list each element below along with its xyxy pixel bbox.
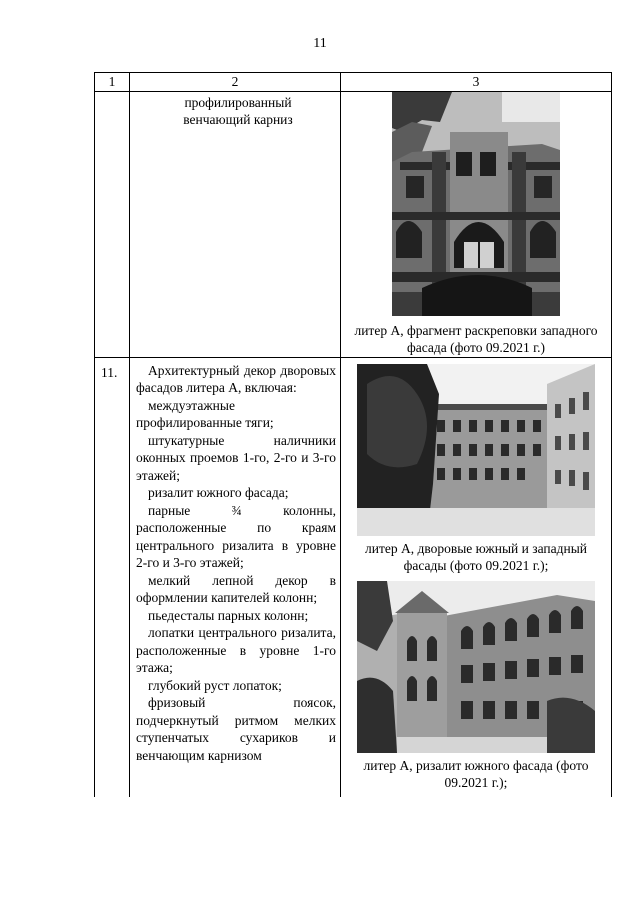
description-item: глубокий руст лопаток;: [148, 677, 282, 693]
description-item: фризовый поясок, подчеркнутый ритмом мелких ступенчатых сухариков и венчающим карнизом: [136, 695, 336, 763]
description-item: пьедесталы парных колонн;: [148, 607, 309, 623]
description-item: ризалит южного фасада;: [148, 485, 289, 500]
description-item: междуэтажные профилированные тяги;: [136, 397, 274, 430]
building-facade-photo: [392, 92, 560, 316]
row-11-photos-cell: [341, 357, 612, 797]
row-number-empty: [95, 91, 130, 357]
column-header-3: 3: [341, 73, 612, 92]
row-11-description: [130, 357, 341, 797]
heritage-table: [94, 72, 612, 797]
column-header-1: 1: [95, 73, 130, 92]
continuation-photo-caption: литер А, фрагмент раскреповки западного фасада (фото 09.2021 г.): [354, 322, 598, 355]
description-item: мелкий лепной декор в оформлении капителей колонн;: [136, 572, 336, 605]
table-header-row: [95, 73, 612, 92]
courtyard-facades-photo: [357, 364, 595, 536]
description-item: штукатурные наличники оконных проемов 1-го, 2-го и 3-го этажей;: [136, 432, 336, 483]
row-number: 11.: [101, 364, 118, 380]
description-item: лопатки центрального ризалита, расположенные в уровне 1-го этажа;: [136, 625, 336, 675]
column-header-2: 2: [130, 73, 341, 92]
description-item: парные ¾ колонны, расположенные по краям центрального ризалита в уровне 2-го и 3-го этажей;: [136, 502, 336, 570]
page-number: 11: [313, 36, 327, 51]
continuation-line-2: венчающий карниз: [183, 112, 293, 127]
continuation-line-1: профилированный: [184, 94, 292, 110]
row-11-number-cell: [95, 357, 130, 797]
continuation-photo-cell: [341, 91, 612, 357]
continuation-description: [130, 91, 341, 357]
risalit-photo-caption: литер А, ризалит южного фасада (фото 09.2021 г.);: [363, 757, 589, 790]
table-row-continuation: [95, 91, 612, 357]
courtyard-photo-caption: литер А, дворовые южный и западный фасады (фото 09.2021 г.);: [364, 540, 587, 573]
south-risalit-photo: [357, 581, 595, 753]
table-row-11: [95, 357, 612, 797]
description-item: Архитектурный декор дворовых фасадов литера А, включая:: [136, 362, 336, 395]
